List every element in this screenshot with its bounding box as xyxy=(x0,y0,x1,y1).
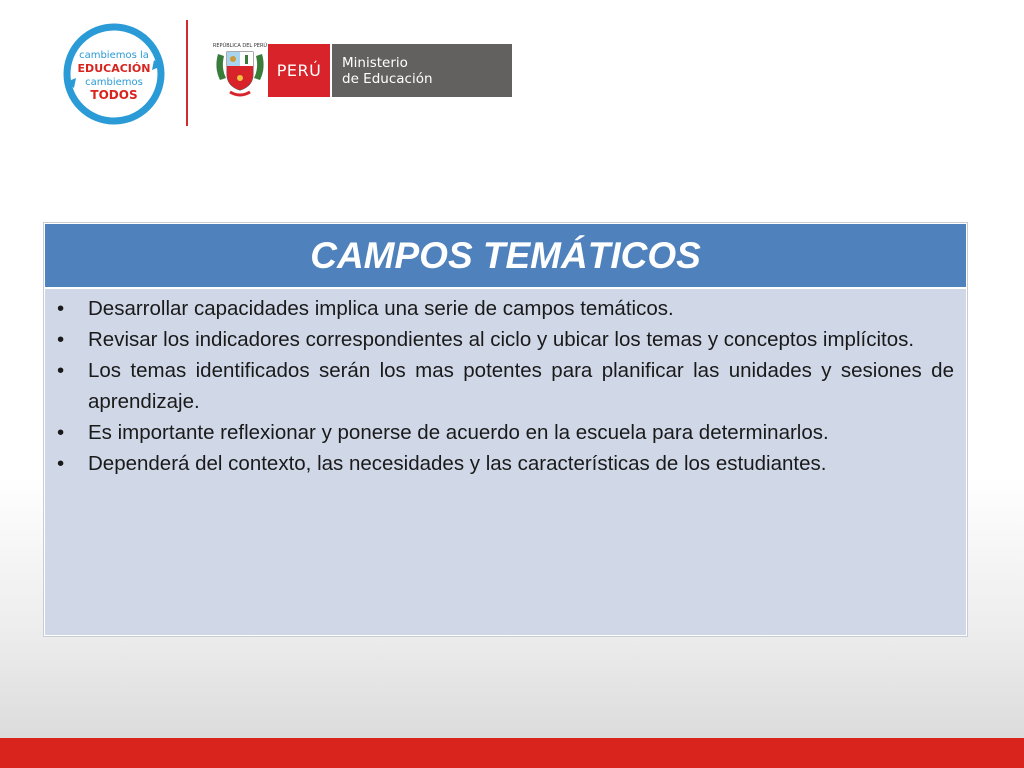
header-divider xyxy=(186,20,188,126)
bullet-icon: • xyxy=(57,297,65,320)
list-item xyxy=(55,417,954,448)
list-item xyxy=(55,324,954,355)
coat-of-arms-icon xyxy=(212,40,268,100)
slide-title: CAMPOS TEMÁTICOS xyxy=(310,234,701,276)
list-item-text: Desarrollar capacidades implica una serie de campos temáticos. xyxy=(88,297,674,320)
list-item-text: Dependerá del contexto, las necesidades y las características de los estudiantes. xyxy=(88,452,827,475)
campaign-logo-line4: TODOS xyxy=(90,88,138,102)
bullet-icon: • xyxy=(57,328,65,351)
bullet-icon: • xyxy=(57,359,65,382)
panel-body xyxy=(45,289,966,479)
panel-header xyxy=(45,224,966,289)
list-item-text: Es importante reflexionar y ponerse de acuerdo en la escuela para determinarlos. xyxy=(88,421,829,444)
campaign-logo-line1: cambiemos la xyxy=(79,50,149,61)
campaign-logo-line3: cambiemos xyxy=(85,77,143,88)
bullet-icon: • xyxy=(57,421,65,444)
brand-ministry-line1: Ministerio xyxy=(342,54,408,71)
bullet-list xyxy=(55,293,954,479)
campaign-logo xyxy=(58,20,170,128)
campaign-logo-line2: EDUCACIÓN xyxy=(77,62,151,75)
list-item xyxy=(55,355,954,417)
ministry-brand xyxy=(268,44,512,97)
brand-ministry-line2: de Educación xyxy=(342,70,433,87)
list-item-text: Los temas identificados serán los mas potentes para planificar las unidades y sesiones de aprendizaje. xyxy=(88,359,954,413)
brand-country: PERÚ xyxy=(268,44,330,97)
list-item xyxy=(55,293,954,324)
content-panel xyxy=(44,223,967,636)
crest-label: REPÚBLICA DEL PERÚ xyxy=(212,43,268,49)
list-item-text: Revisar los indicadores correspondientes al ciclo y ubicar los temas y conceptos implícitos. xyxy=(88,328,915,351)
brand-ministry xyxy=(332,44,512,97)
footer-bar xyxy=(0,738,1024,768)
bullet-icon: • xyxy=(57,452,65,475)
list-item xyxy=(55,448,954,479)
